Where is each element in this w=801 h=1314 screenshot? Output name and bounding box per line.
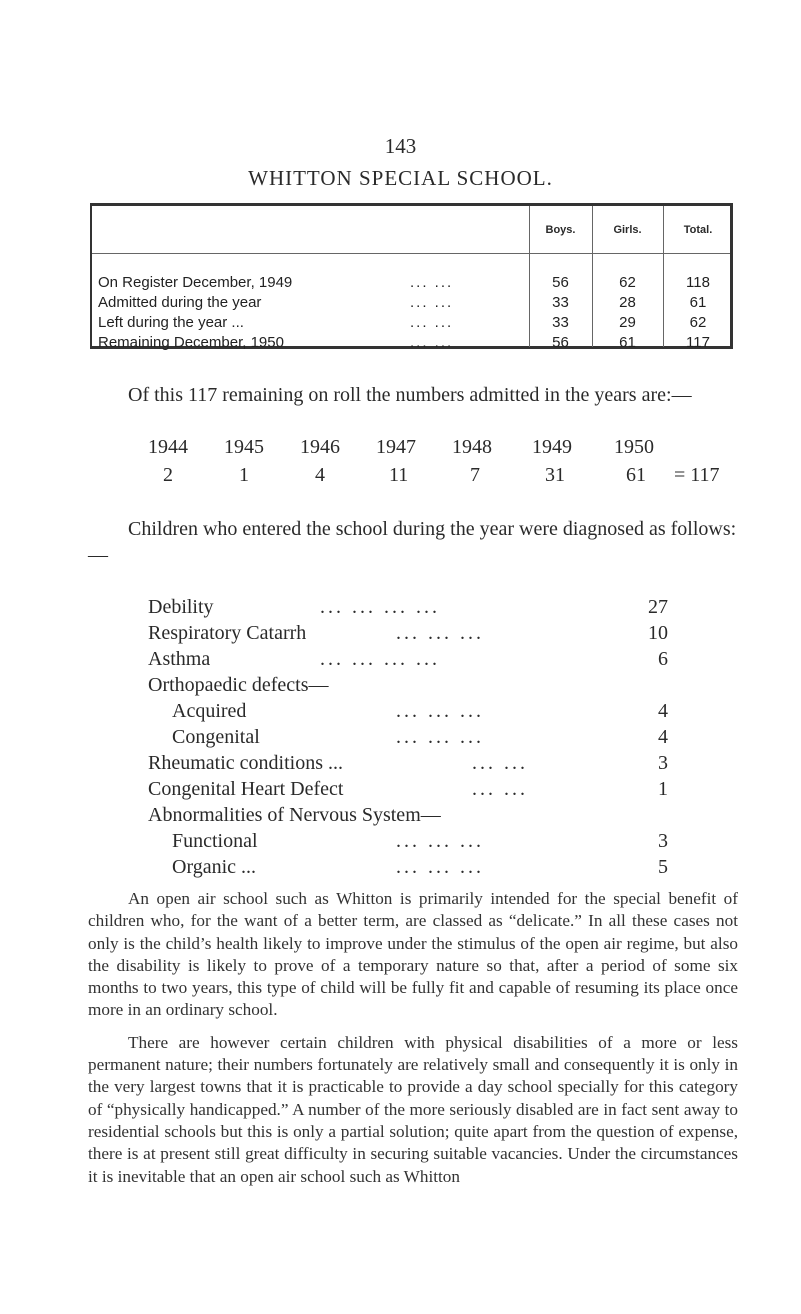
diagnosis-label: Debility xyxy=(148,596,214,618)
dot-leader: ... ... ... xyxy=(396,856,484,878)
year-count: 11 xyxy=(389,464,409,486)
diagnosis-label: Congenital Heart Defect xyxy=(148,778,344,800)
year-label: 1944 xyxy=(148,436,188,458)
dot-leader: ... ... ... xyxy=(396,700,484,722)
body-text xyxy=(88,888,738,1188)
diagnosis-count: 6 xyxy=(658,648,668,670)
cell-girls: 29 xyxy=(619,314,636,331)
row-leader: ... ... xyxy=(410,274,454,291)
row-leader: ... ... xyxy=(410,334,454,351)
admitted-intro: Of this 117 remaining on roll the numbers admitted in the years are:— xyxy=(128,384,692,406)
cell-total: 118 xyxy=(686,274,710,291)
year-count: 1 xyxy=(239,464,249,486)
year-label: 1949 xyxy=(532,436,572,458)
list-item xyxy=(148,778,668,804)
year-count: 2 xyxy=(163,464,173,486)
table-row xyxy=(92,294,730,314)
list-item xyxy=(148,726,668,752)
diagnosis-label: Rheumatic conditions ... xyxy=(148,752,343,774)
list-item xyxy=(148,856,668,882)
page-number: 143 xyxy=(384,134,417,158)
row-label: Admitted during the year xyxy=(98,294,262,311)
cell-girls: 62 xyxy=(619,274,636,291)
diagnosis-count: 3 xyxy=(658,830,668,852)
list-item xyxy=(148,804,668,830)
list-item xyxy=(148,596,668,622)
cell-boys: 33 xyxy=(552,314,569,331)
diagnosis-label: Acquired xyxy=(172,700,247,722)
diagnosis-label: Respiratory Catarrh xyxy=(148,622,307,644)
year-count: 31 xyxy=(545,464,565,486)
diagnosis-heading: Orthopaedic defects— xyxy=(148,674,329,696)
year-label: 1948 xyxy=(452,436,492,458)
year-label: 1947 xyxy=(376,436,416,458)
year-label: 1950 xyxy=(614,436,654,458)
table-row xyxy=(92,314,730,334)
cell-girls: 61 xyxy=(619,334,636,351)
row-leader: ... ... xyxy=(410,314,454,331)
diagnosis-label: Functional xyxy=(172,830,258,852)
paragraph: An open air school such as Whitton is primarily intended for the special benefit of children who, for the want of a better term, are classed as “delicate.” In all these cases not only is the child’s health likely to improve under the stimulus of the open air regime, but also the disability is likely to prove of a temporary nature so that, after a period of some six months to two years, this type of child will be fully fit and capable of resuming its place once more in an ordinary school. xyxy=(88,889,738,1020)
row-label: Left during the year ... xyxy=(98,314,244,331)
dot-leader: ... ... xyxy=(472,778,528,800)
years-row xyxy=(0,436,801,462)
header-total: Total. xyxy=(683,224,713,236)
counts-row xyxy=(0,464,801,490)
year-count: 4 xyxy=(315,464,325,486)
dot-leader: ... ... ... ... xyxy=(320,648,440,670)
row-label: Remaining December, 1950 xyxy=(98,334,284,351)
header-girls: Girls. xyxy=(613,224,642,236)
diagnosis-label: Asthma xyxy=(148,648,211,670)
dot-leader: ... ... ... ... xyxy=(320,596,440,618)
row-label: On Register December, 1949 xyxy=(98,274,293,291)
register-table xyxy=(90,203,733,349)
year-label: 1945 xyxy=(224,436,264,458)
diagnosis-count: 3 xyxy=(658,752,668,774)
header-divider xyxy=(92,253,730,254)
year-count: 7 xyxy=(470,464,480,486)
list-item xyxy=(148,752,668,778)
diagnosis-count: 4 xyxy=(658,700,668,722)
list-item xyxy=(148,648,668,674)
page-title: WHITTON SPECIAL SCHOOL. xyxy=(248,166,553,190)
diagnosis-label: Organic ... xyxy=(172,856,257,878)
diagnosis-intro: Children who entered the school during the year were diagnosed as follows:— xyxy=(88,518,737,566)
diagnosis-heading: Abnormalities of Nervous System— xyxy=(148,804,441,826)
paragraph: There are however certain children with physical disabilities of a more or less permanent nature; their numbers fortunately are relatively small and consequently it is only in the very largest towns that it is practicable to provide a day school specially for this category of “physically handicapped.” A number of the more seriously disabled are in fact sent away to residential schools but this is only a partial solution; quite apart from the question of expense, there is at present still great difficulty in securing suitable vacancies. Under the circumstances it is inevitable that an open air school such as Whitton xyxy=(88,1032,738,1186)
dot-leader: ... ... ... xyxy=(396,830,484,852)
year-label: 1946 xyxy=(300,436,340,458)
list-item xyxy=(148,622,668,648)
diagnosis-count: 10 xyxy=(648,622,668,644)
cell-boys: 56 xyxy=(552,334,569,351)
cell-total: 62 xyxy=(689,314,707,331)
row-leader: ... ... xyxy=(410,294,454,311)
diagnosis-count: 5 xyxy=(658,856,668,878)
cell-girls: 28 xyxy=(619,294,636,311)
dot-leader: ... ... ... xyxy=(396,726,484,748)
dot-leader: ... ... xyxy=(472,752,528,774)
diagnosis-count: 27 xyxy=(648,596,668,618)
cell-total: 61 xyxy=(689,294,707,311)
diagnosis-label: Congenital xyxy=(172,726,260,748)
cell-boys: 56 xyxy=(552,274,569,291)
year-count: 61 xyxy=(626,464,646,486)
dot-leader: ... ... ... xyxy=(396,622,484,644)
cell-boys: 33 xyxy=(552,294,569,311)
table-row xyxy=(92,334,730,354)
list-item xyxy=(148,674,668,700)
table-row xyxy=(92,274,730,294)
diagnosis-count: 4 xyxy=(658,726,668,748)
years-total: = 117 xyxy=(674,464,720,486)
list-item xyxy=(148,700,668,726)
header-boys: Boys. xyxy=(545,224,576,236)
list-item xyxy=(148,830,668,856)
cell-total: 117 xyxy=(686,334,710,351)
diagnosis-count: 1 xyxy=(658,778,668,800)
